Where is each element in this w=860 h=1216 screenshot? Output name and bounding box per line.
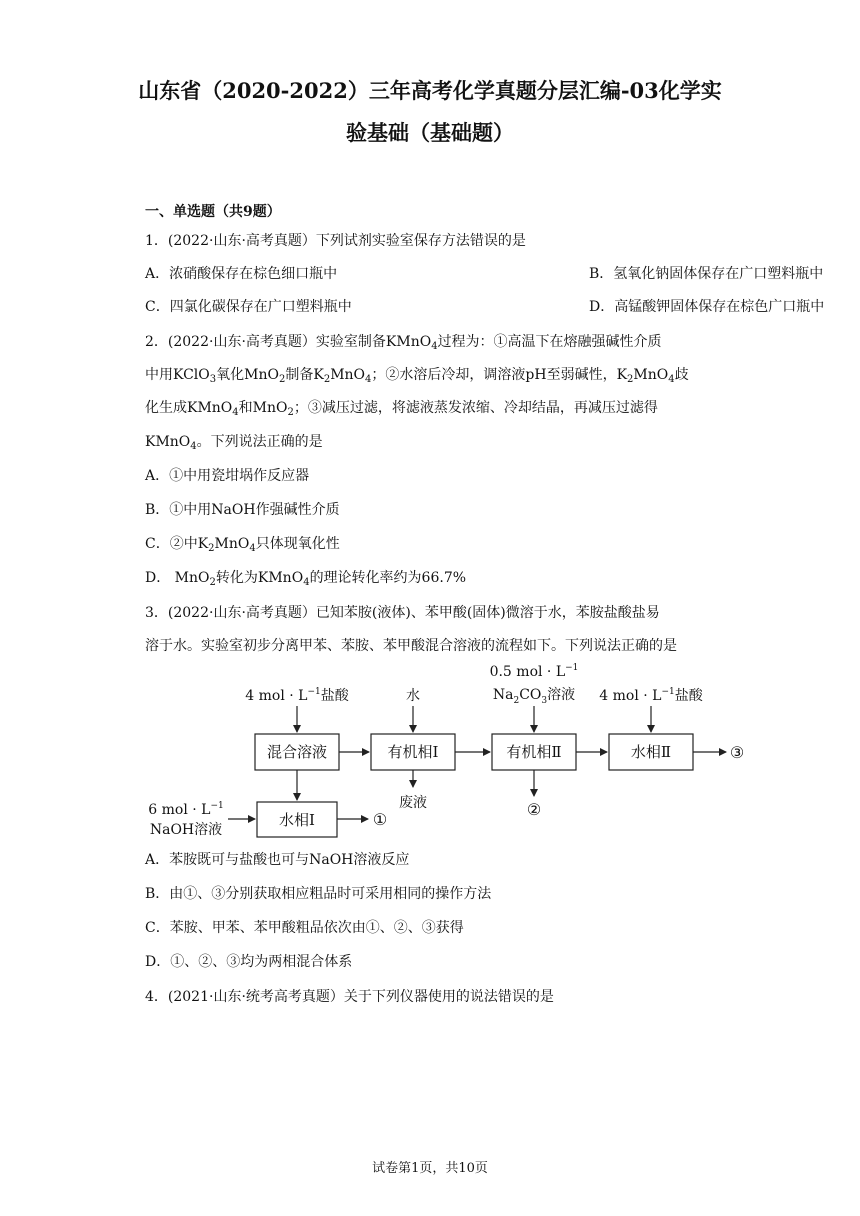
- q2-text: 化生成KMnO: [145, 400, 233, 416]
- input-naoh-conc: 6 mol · $L^{-1}$: [148, 801, 224, 818]
- label-organic-phase-1: 有机相Ⅰ: [387, 743, 439, 761]
- output-1: ①: [372, 810, 388, 829]
- q2-text: KMnO: [145, 434, 191, 450]
- subscript: 4: [668, 374, 675, 385]
- q1-option-c: C．四氯化碳保存在广口塑料瓶中: [145, 299, 352, 315]
- q1-option-a: A．浓硝酸保存在棕色细口瓶中: [145, 266, 338, 282]
- subscript: 4: [232, 407, 239, 418]
- q2-text: MnO: [330, 367, 366, 383]
- subscript: 2: [208, 543, 215, 554]
- input-na2co3-name: $Na_2CO_3$溶液: [492, 687, 576, 706]
- subscript: 2: [323, 374, 331, 385]
- subscript: 2: [627, 374, 634, 385]
- subscript: 4: [303, 577, 310, 588]
- q2-text: 和MnO: [238, 400, 288, 416]
- q2-text: 中用KClO: [145, 367, 210, 383]
- q2-option-a: A．①中用瓷坩埚作反应器: [145, 468, 310, 484]
- q2-text: ；③减压过滤，将滤液蒸发浓缩、冷却结晶，再减压过滤得: [293, 400, 658, 416]
- input-hcl-4m-second: 4 mol · $L^{-1}$盐酸: [599, 687, 703, 704]
- waste-liquid: 废液: [399, 795, 427, 811]
- q2-text: MnO: [214, 536, 250, 552]
- subscript: 2: [278, 374, 286, 385]
- q1-option-d: D．高锰酸钾固体保存在棕色广口瓶中: [589, 299, 825, 315]
- q3-stem-line-1: 3．(2022·山东·高考真题）已知苯胺(液体)、苯甲酸(固体)微溶于水，苯胺盐酸盐易: [145, 605, 660, 621]
- subscript: 2: [287, 407, 294, 418]
- q1-option-b: B．氢氧化钠固体保存在广口塑料瓶中: [589, 266, 824, 282]
- q3-option-a: A．苯胺既可与盐酸也可与NaOH溶液反应: [145, 852, 410, 868]
- q2-text: D． MnO: [145, 570, 210, 586]
- q3-stem-line-2: 溶于水。实验室初步分离甲苯、苯胺、苯甲酸混合溶液的流程如下。下列说法正确的是: [145, 638, 677, 654]
- input-na2co3-conc: 0.5 mol · $L^{-1}$: [489, 663, 579, 680]
- subscript: 4: [190, 441, 197, 452]
- q2-text: 歧: [674, 367, 689, 383]
- q1-stem: 1．(2022·山东·高考真题）下列试剂实验室保存方法错误的是: [145, 233, 526, 249]
- q2-text: 2．(2022·山东·高考真题）实验室制备KMnO: [145, 334, 432, 350]
- subscript: 2: [209, 577, 216, 588]
- subscript: 4: [431, 341, 438, 352]
- q2-text: ；②水溶后冷却，调溶液pH至弱碱性，K: [371, 367, 628, 383]
- label-mixed-solution: 混合溶液: [266, 743, 328, 761]
- subscript: 3: [209, 374, 217, 385]
- title-line-2: 验基础（基础题）: [346, 120, 514, 145]
- output-2: ②: [526, 800, 542, 819]
- q3-option-b: B．由①、③分别获取相应粗品时可采用相同的操作方法: [145, 886, 492, 902]
- q2-text: 制备K: [285, 367, 324, 383]
- q3-option-d: D．①、②、③均为两相混合体系: [145, 954, 353, 970]
- q3-option-c: C．苯胺、甲苯、苯甲酸粗品依次由①、②、③获得: [145, 920, 464, 936]
- page-footer: 试卷第1页，共10页: [372, 1161, 488, 1176]
- subscript: 4: [365, 374, 372, 385]
- q2-text: MnO: [633, 367, 669, 383]
- q2-text: 。下列说法正确的是: [196, 434, 323, 450]
- label-organic-phase-2: 有机相Ⅱ: [506, 743, 562, 761]
- q4-stem: 4．(2021·山东·统考高考真题）关于下列仪器使用的说法错误的是: [145, 989, 554, 1005]
- q2-text: C．②中K: [145, 536, 209, 552]
- input-water: 水: [406, 688, 420, 704]
- q2-text: 只体现氧化性: [255, 536, 340, 552]
- q2-text: 氧化MnO: [216, 367, 279, 383]
- q2-text: 的理论转化率约为66.7%: [309, 570, 467, 586]
- q2-text: 过程为：①高温下在熔融强碱性介质: [437, 334, 662, 350]
- label-aqueous-phase-1: 水相Ⅰ: [279, 811, 315, 829]
- title-line-1: 山东省（2020-2022）三年高考化学真题分层汇编-03化学实: [138, 78, 722, 103]
- subscript: 4: [249, 543, 256, 554]
- q2-text: 转化为KMnO: [215, 570, 304, 586]
- output-3: ③: [729, 743, 745, 762]
- input-hcl-4m: 4 mol · $L^{-1}$盐酸: [245, 687, 349, 704]
- section-header: 一、单选题（共9题）: [145, 204, 281, 220]
- input-naoh-name: NaOH溶液: [149, 822, 223, 838]
- q2-option-b: B．①中用NaOH作强碱性介质: [145, 502, 340, 518]
- label-aqueous-phase-2: 水相Ⅱ: [630, 743, 672, 761]
